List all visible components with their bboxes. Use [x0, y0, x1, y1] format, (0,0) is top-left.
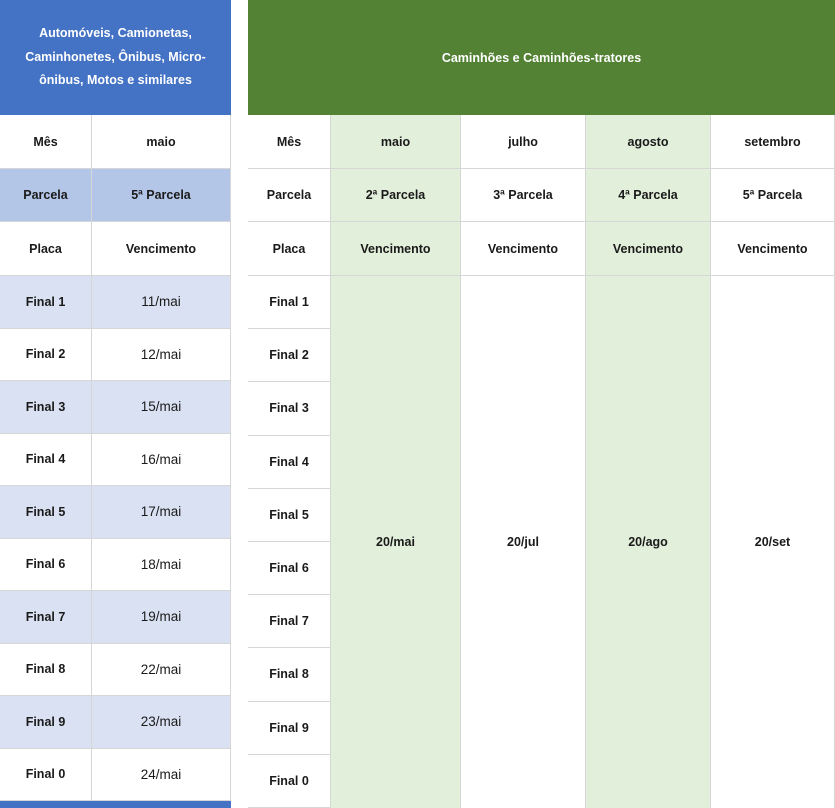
left-mes-value-cell: maio	[92, 115, 231, 169]
final-label-cell: Final 1	[0, 276, 92, 329]
final-label-cell: Final 6	[248, 542, 331, 595]
right-placa-label-cell: Placa	[248, 222, 331, 276]
month-cell: julho	[461, 115, 586, 169]
vencimento-header-cell: Vencimento	[461, 222, 586, 276]
left-placa-value-cell: Vencimento	[92, 222, 231, 276]
due-date-cell: 24/mai	[92, 749, 231, 802]
table-row	[0, 486, 231, 539]
table-row	[0, 539, 231, 592]
due-date-cell: 19/mai	[92, 591, 231, 644]
vencimento-header-cell: Vencimento	[711, 222, 835, 276]
trucks-table-body	[248, 276, 835, 808]
final-label-cell: Final 4	[248, 436, 331, 489]
merged-due-date-cell: 20/set	[711, 276, 835, 808]
final-label-cell: Final 8	[248, 648, 331, 701]
table-row	[0, 276, 231, 329]
merged-due-date-cell: 20/mai	[331, 276, 461, 808]
right-parcela-row	[248, 169, 835, 222]
left-parcela-label-cell: Parcela	[0, 169, 92, 222]
month-cell: agosto	[586, 115, 711, 169]
table-row	[0, 749, 231, 802]
due-date-cell: 23/mai	[92, 696, 231, 749]
vencimento-header-cell: Vencimento	[331, 222, 461, 276]
parcela-cell: 4ª Parcela	[586, 169, 711, 222]
left-parcela-row	[0, 169, 231, 222]
due-date-cell: 12/mai	[92, 329, 231, 382]
final-label-cell: Final 0	[248, 755, 331, 808]
table-row	[0, 381, 231, 434]
parcela-cell: 3ª Parcela	[461, 169, 586, 222]
right-parcela-label-cell: Parcela	[248, 169, 331, 222]
left-mes-label-cell: Mês	[0, 115, 92, 169]
table-row	[0, 434, 231, 487]
final-label-cell: Final 6	[0, 539, 92, 592]
vencimento-header-cell: Vencimento	[586, 222, 711, 276]
final-label-cell: Final 7	[248, 595, 331, 648]
table-row	[0, 644, 231, 697]
final-label-cell: Final 7	[0, 591, 92, 644]
left-parcela-value-cell: 5ª Parcela	[92, 169, 231, 222]
parcela-cell: 2ª Parcela	[331, 169, 461, 222]
final-label-cell: Final 3	[248, 382, 331, 435]
next-table-header-strip	[0, 801, 231, 808]
final-label-cell: Final 0	[0, 749, 92, 802]
final-label-cell: Final 1	[248, 276, 331, 329]
due-date-cell: 17/mai	[92, 486, 231, 539]
final-label-cell: Final 3	[0, 381, 92, 434]
table-row	[0, 696, 231, 749]
due-date-cell: 15/mai	[92, 381, 231, 434]
due-date-cell: 16/mai	[92, 434, 231, 487]
merged-due-date-cell: 20/jul	[461, 276, 586, 808]
automobiles-table	[0, 0, 231, 808]
month-cell: setembro	[711, 115, 835, 169]
trucks-table	[248, 0, 835, 808]
final-label-cell: Final 9	[248, 702, 331, 755]
final-label-cell: Final 2	[0, 329, 92, 382]
left-placa-label-cell: Placa	[0, 222, 92, 276]
final-label-cell: Final 2	[248, 329, 331, 382]
right-mes-label-cell: Mês	[248, 115, 331, 169]
left-mes-row	[0, 115, 231, 169]
automobiles-table-header: Automóveis, Camionetas, Caminhonetes, Ônibus, Micro-ônibus, Motos e similares	[0, 0, 231, 115]
due-date-cell: 22/mai	[92, 644, 231, 697]
merged-due-date-cell: 20/ago	[586, 276, 711, 808]
table-row	[0, 329, 231, 382]
month-cell: maio	[331, 115, 461, 169]
due-date-cell: 18/mai	[92, 539, 231, 592]
parcela-cell: 5ª Parcela	[711, 169, 835, 222]
right-placa-row	[248, 222, 835, 276]
right-mes-row	[248, 115, 835, 169]
final-label-cell: Final 9	[0, 696, 92, 749]
table-row	[0, 591, 231, 644]
final-label-cell: Final 5	[0, 486, 92, 539]
final-label-cell: Final 8	[0, 644, 92, 697]
final-label-cell: Final 5	[248, 489, 331, 542]
left-placa-row	[0, 222, 231, 276]
right-finals-column	[248, 276, 331, 808]
trucks-table-header: Caminhões e Caminhões-tratores	[248, 0, 835, 115]
final-label-cell: Final 4	[0, 434, 92, 487]
due-date-cell: 11/mai	[92, 276, 231, 329]
